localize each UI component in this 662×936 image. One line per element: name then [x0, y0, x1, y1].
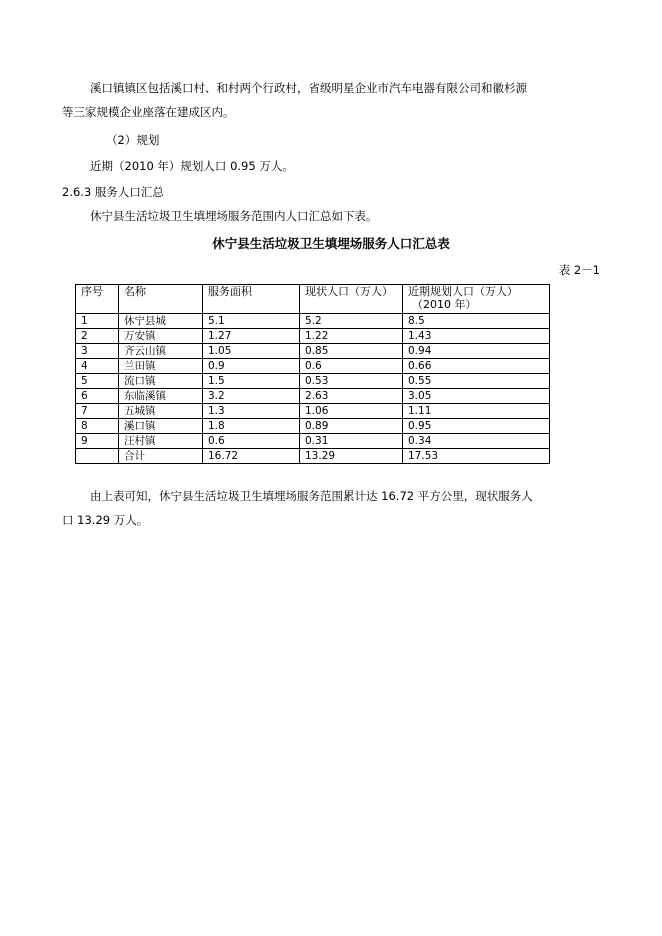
header-cell: 现状人口（万人） — [300, 285, 403, 314]
table-cell: 五城镇 — [119, 404, 203, 419]
table-header-row — [76, 285, 550, 314]
table-row — [76, 404, 550, 419]
table-cell: 1.8 — [203, 419, 300, 434]
table-row — [76, 389, 550, 404]
table-cell: 0.34 — [403, 434, 550, 449]
table-row — [76, 344, 550, 359]
table-cell: 1.11 — [403, 404, 550, 419]
paragraph: 近期（2010 年）规划人口 0.95 万人。 — [90, 159, 294, 173]
sub-heading: （2）规划 — [106, 133, 160, 147]
paragraph-line: 等三家规模企业座落在建成区内。 — [62, 105, 235, 119]
table-cell: 1.27 — [203, 329, 300, 344]
header-cell: 序号 — [76, 285, 119, 314]
header-label: 近期规划人口（万人） — [408, 285, 518, 298]
table-cell: 6 — [76, 389, 119, 404]
paragraph-line: 口 13.29 万人。 — [62, 513, 149, 527]
table-cell: 1.3 — [203, 404, 300, 419]
table-cell: 3.2 — [203, 389, 300, 404]
table-title: 休宁县生活垃圾卫生填埋场服务人口汇总表 — [212, 236, 450, 251]
table-cell: 流口镇 — [119, 374, 203, 389]
table-cell: 0.94 — [403, 344, 550, 359]
table-cell: 1 — [76, 314, 119, 329]
table-cell: 0.89 — [300, 419, 403, 434]
population-table — [75, 284, 550, 464]
table-row — [76, 419, 550, 434]
table-cell: 合计 — [119, 449, 203, 464]
section-heading: 2.6.3 服务人口汇总 — [62, 185, 164, 199]
table-cell: 齐云山镇 — [119, 344, 203, 359]
table-cell: 0.6 — [203, 434, 300, 449]
table-cell: 3.05 — [403, 389, 550, 404]
table-cell: 0.85 — [300, 344, 403, 359]
table-cell: 溪口镇 — [119, 419, 203, 434]
table-row — [76, 434, 550, 449]
table-cell: 13.29 — [300, 449, 403, 464]
table-cell: 0.6 — [300, 359, 403, 374]
table-cell: 1.5 — [203, 374, 300, 389]
table-cell: 3 — [76, 344, 119, 359]
table-cell: 17.53 — [403, 449, 550, 464]
table-row — [76, 374, 550, 389]
table-cell: 1.06 — [300, 404, 403, 419]
table-cell: 8 — [76, 419, 119, 434]
header-cell — [403, 285, 550, 314]
table-cell: 1.05 — [203, 344, 300, 359]
paragraph: 休宁县生活垃圾卫生填埋场服务范围内人口汇总如下表。 — [90, 209, 378, 223]
table-cell: 汪村镇 — [119, 434, 203, 449]
table-cell: 16.72 — [203, 449, 300, 464]
table-cell: 1.43 — [403, 329, 550, 344]
table-cell: 5.2 — [300, 314, 403, 329]
paragraph-line: 由上表可知，休宁县生活垃圾卫生填埋场服务范围累计达 16.72 平方公里，现状服务人 — [90, 489, 533, 503]
table-cell: 2.63 — [300, 389, 403, 404]
table-cell — [76, 449, 119, 464]
table-cell: 休宁县城 — [119, 314, 203, 329]
table-cell: 5.1 — [203, 314, 300, 329]
header-sublabel: （2010 年） — [412, 298, 477, 311]
header-cell: 名称 — [119, 285, 203, 314]
table-cell: 万安镇 — [119, 329, 203, 344]
table-cell: 7 — [76, 404, 119, 419]
table-cell: 1.22 — [300, 329, 403, 344]
table-cell: 0.55 — [403, 374, 550, 389]
table-cell: 0.31 — [300, 434, 403, 449]
table-cell: 5 — [76, 374, 119, 389]
table-cell: 9 — [76, 434, 119, 449]
header-cell: 服务面积 — [203, 285, 300, 314]
table-row — [76, 449, 550, 464]
table-row — [76, 359, 550, 374]
table-cell: 东临溪镇 — [119, 389, 203, 404]
paragraph-line: 溪口镇镇区包括溪口村、和村两个行政村，省级明星企业市汽车电器有限公司和徽杉源 — [90, 81, 527, 95]
table-cell: 8.5 — [403, 314, 550, 329]
table-cell: 0.66 — [403, 359, 550, 374]
table-cell: 0.9 — [203, 359, 300, 374]
table-cell: 兰田镇 — [119, 359, 203, 374]
table-number: 表 2－1 — [558, 263, 600, 277]
table-row — [76, 329, 550, 344]
table-cell: 2 — [76, 329, 119, 344]
table-cell: 0.53 — [300, 374, 403, 389]
table-cell: 4 — [76, 359, 119, 374]
table-row — [76, 314, 550, 329]
table-cell: 0.95 — [403, 419, 550, 434]
